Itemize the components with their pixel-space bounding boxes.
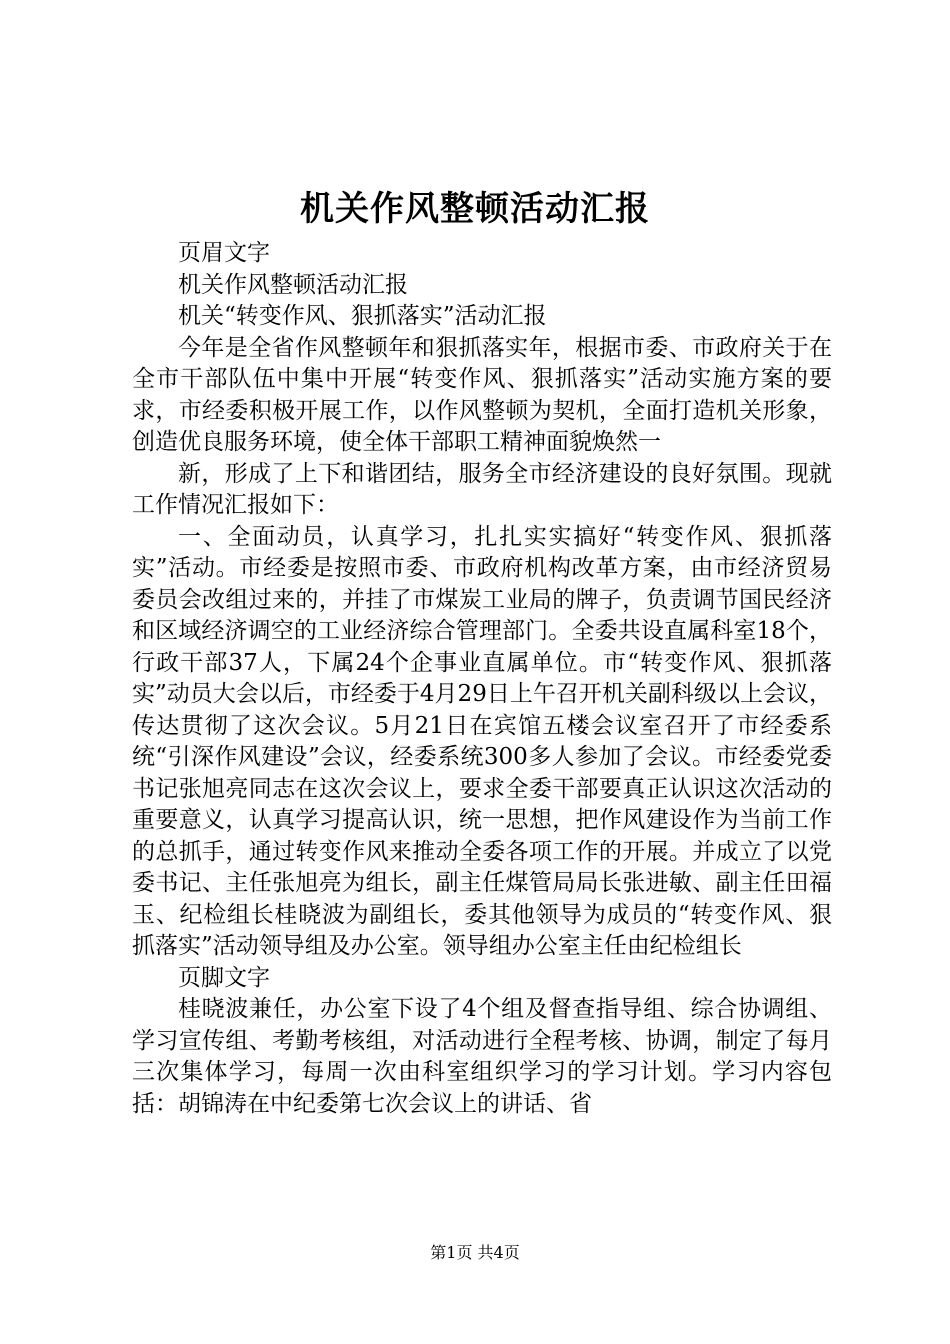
subtitle-line: 机关作风整顿活动汇报 (178, 271, 408, 298)
document-body (132, 238, 832, 1120)
page-number-footer: 第1页 共4页 (430, 1243, 520, 1262)
body-paragraph: 一、全面动员，认真学习，扎扎实实搞好“转变作风、狠抓落实”活动。市经委是按照市委、市政府机构改革方案，由市经济贸易委员会改组过来的，并挂了市煤炭工业局的牌子，负责调节国民经济和区域经济调空的工业经济综合管理部门。全委共设直属科室18个，行政干部37人，下属24个企事业直属单位。市“转变作风、狠抓落实”动员大会以后，市经委于4月29日上午召开机关副科级以上会议，传达贯彻了这次会议。5月21日在宾馆五楼会议室召开了市经委系统“引深作风建设”会议，经委系统300多人参加了会议。市经委党委书记张旭亮同志在这次会议上，要求全委干部要真正认识这次活动的重要意义，认真学习提高认识，统一思想，把作风建设作为当前工作的总抓手，通过转变作风来推动全委各项工作的开展。并成立了以党委书记、主任张旭亮为组长，副主任煤管局局长张进敏、副主任田福玉、纪检组长桂晓波为副组长，委其他领导为成员的“转变作风、狠抓落实”活动领导组及办公室。领导组办公室主任由纪检组长 (132, 523, 832, 959)
body-paragraph: 桂晓波兼任，办公室下设了4个组及督查指导组、综合协调组、学习宣传组、考勤考核组，对活动进行全程考核、协调，制定了每月三次集体学习，每周一次由科室组织学习的学习计划。学习内容包括：胡锦涛在中纪委第七次会议上的讲话、省 (132, 996, 832, 1117)
body-paragraph: 新，形成了上下和谐团结，服务全市经济建设的良好氛围。现就工作情况汇报如下： (132, 460, 832, 518)
body-paragraph: 今年是全省作风整顿年和狠抓落实年，根据市委、市政府关于在全市干部队伍中集中开展“转变作风、狠抓落实”活动实施方案的要求，市经委积极开展工作，以作风整顿为契机，全面打造机关形象，创造优良服务环境，使全体干部职工精神面貌焕然一 (132, 334, 832, 455)
footer-placeholder-text: 页脚文字 (178, 964, 270, 991)
report-heading: 机关“转变作风、狠抓落实”活动汇报 (178, 303, 547, 329)
document-title: 机关作风整顿活动汇报 (300, 189, 650, 229)
header-placeholder-text: 页眉文字 (178, 240, 270, 266)
